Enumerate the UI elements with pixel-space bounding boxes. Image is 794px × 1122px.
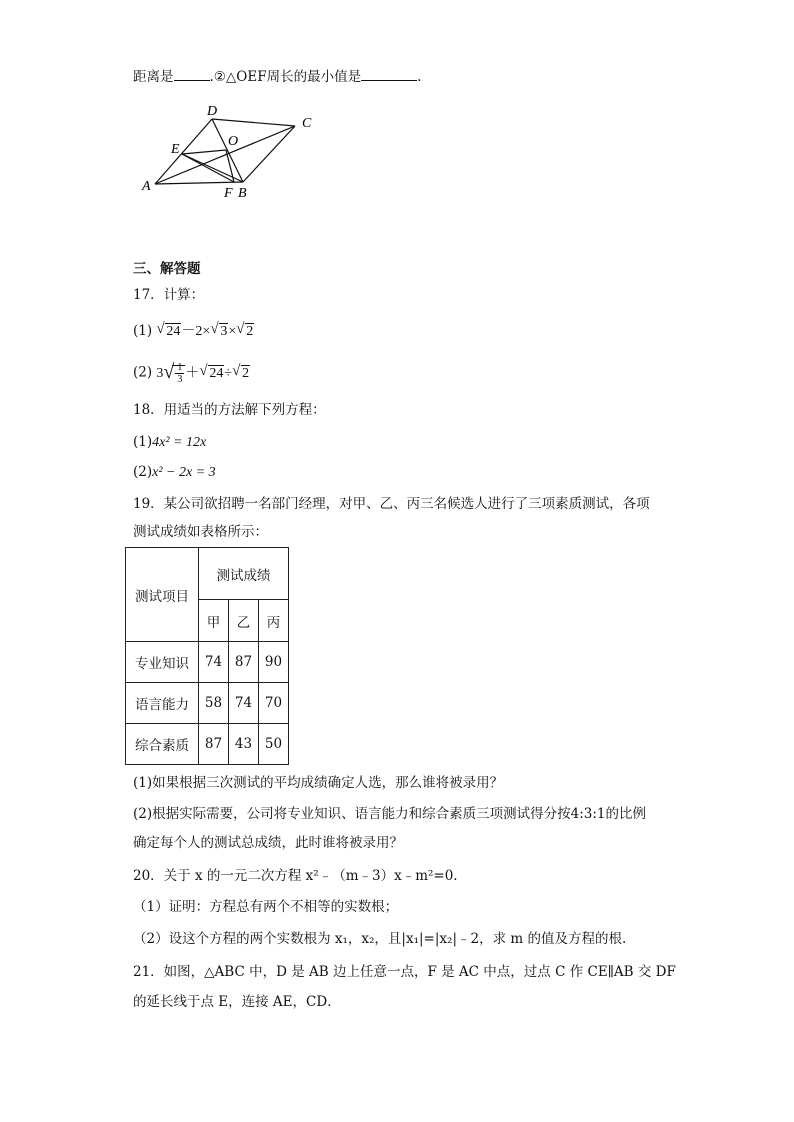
answer-blank-1 xyxy=(174,66,210,81)
table-cell: 74 xyxy=(229,683,259,724)
tail-suffix: . xyxy=(417,69,422,85)
sqrt-icon: √ $\frac{1}{3}$ xyxy=(163,362,185,385)
table-row xyxy=(126,683,289,724)
sqrt-icon: √ 3 xyxy=(210,321,228,339)
operator: × xyxy=(228,324,237,339)
coefficient: 3 xyxy=(156,365,164,381)
operator: ＋ xyxy=(185,365,200,381)
table-row xyxy=(126,724,289,765)
label-D: D xyxy=(207,104,218,119)
side-CB xyxy=(243,126,295,182)
q19-part2-line1: (2)根据实际需要，公司将专业知识、语言能力和综合素质三项测试得分按4:3:1的比例 xyxy=(133,806,646,822)
table-cell: 74 xyxy=(199,642,229,683)
section-title: 三、解答题 xyxy=(133,261,201,277)
segment-EO xyxy=(182,150,226,154)
q18-p1-equation: 4x² = 12x xyxy=(152,435,207,450)
parallelogram-figure xyxy=(130,98,330,208)
radicand: 2 xyxy=(246,324,254,339)
table-cell: 70 xyxy=(259,683,289,724)
question-16-tail xyxy=(133,66,421,87)
table-cell-item: 综合素质 xyxy=(126,724,199,765)
table-cell: 87 xyxy=(199,724,229,765)
label-O: O xyxy=(228,134,239,149)
q20-stem: 20．关于 x 的一元二次方程 x²﹣（m﹣3）x﹣m²=0. xyxy=(133,868,458,884)
table-cell: 50 xyxy=(259,724,289,765)
q18-p2-equation: x² − 2x = 3 xyxy=(152,465,216,480)
q18-part2 xyxy=(133,462,216,483)
side-DC xyxy=(212,119,295,126)
tail-prefix: 距离是 xyxy=(133,69,174,85)
q19-stem-1: 19．某公司欲招聘一名部门经理，对甲、乙、丙三名候选人进行了三项素质测试，各项 xyxy=(133,496,650,512)
sqrt-icon: √ 2 xyxy=(232,362,250,381)
label-E: E xyxy=(171,142,180,157)
answer-blank-2 xyxy=(361,66,417,81)
q19-part1: (1)如果根据三次测试的平均成绩确定人选，那么谁将被录用？ xyxy=(133,775,504,791)
q18-p1-label: (1) xyxy=(133,434,153,450)
table-row xyxy=(126,642,289,683)
q18-part1 xyxy=(133,432,206,453)
table-group-header: 测试成绩 xyxy=(199,548,289,600)
q17-part2 xyxy=(133,362,250,385)
q20-part2: （2）设这个方程的两个实数根为 x₁，x₂，且|x₁|=|x₂|﹣2，求 m 的值及方程的根. xyxy=(133,931,627,947)
radicand: 24 xyxy=(209,365,224,381)
q18-p2-label: (2) xyxy=(133,464,153,480)
operator: －2× xyxy=(181,324,211,339)
table-cell: 90 xyxy=(259,642,289,683)
table-row-header: 测试项目 xyxy=(126,548,199,642)
radicand: 2 xyxy=(242,365,250,381)
label-B: B xyxy=(238,186,247,201)
sqrt-icon: √ 2 xyxy=(236,321,254,339)
table-cell-item: 语言能力 xyxy=(126,683,199,724)
operator: ÷ xyxy=(224,365,233,381)
side-AB xyxy=(155,182,243,184)
q20-part1: （1）证明：方程总有两个不相等的实数根； xyxy=(133,899,399,915)
score-table xyxy=(125,547,289,765)
q21-line1: 21．如图，△ABC 中，D 是 AB 边上任意一点，F 是 AC 中点，过点 C 作 CE∥AB 交 DF xyxy=(133,964,676,980)
label-A: A xyxy=(142,179,151,194)
radicand: 3 xyxy=(220,324,228,339)
q17-part1 xyxy=(133,321,254,342)
sqrt-icon: √ 24 xyxy=(156,321,181,339)
candidate-header: 乙 xyxy=(229,600,259,642)
candidate-header: 甲 xyxy=(199,600,229,642)
q17-p2-label: (2) xyxy=(133,364,153,381)
label-F: F xyxy=(224,186,233,201)
q19-stem-2: 测试成绩如表格所示： xyxy=(133,524,268,540)
q21-line2: 的延长线于点 E，连接 AE，CD． xyxy=(133,994,341,1010)
label-C: C xyxy=(302,116,312,131)
fraction: $\frac{1}{3}$ xyxy=(177,362,183,385)
table-cell: 58 xyxy=(199,683,229,724)
table-cell: 43 xyxy=(229,724,259,765)
candidate-header: 丙 xyxy=(259,600,289,642)
q17-p1-label: (1) xyxy=(133,323,153,339)
radicand: 24 xyxy=(166,324,181,339)
q17-stem: 17．计算： xyxy=(133,287,205,303)
table-cell-item: 专业知识 xyxy=(126,642,199,683)
segment-EB xyxy=(182,154,243,182)
sqrt-icon: √ 24 xyxy=(199,362,224,381)
table-cell: 87 xyxy=(229,642,259,683)
q19-part2-line2: 确定每个人的测试总成绩，此时谁将被录用？ xyxy=(133,835,403,851)
q18-stem: 18．用适当的方法解下列方程： xyxy=(133,402,326,418)
tail-middle: .②△OEF周长的最小值是 xyxy=(209,69,362,85)
